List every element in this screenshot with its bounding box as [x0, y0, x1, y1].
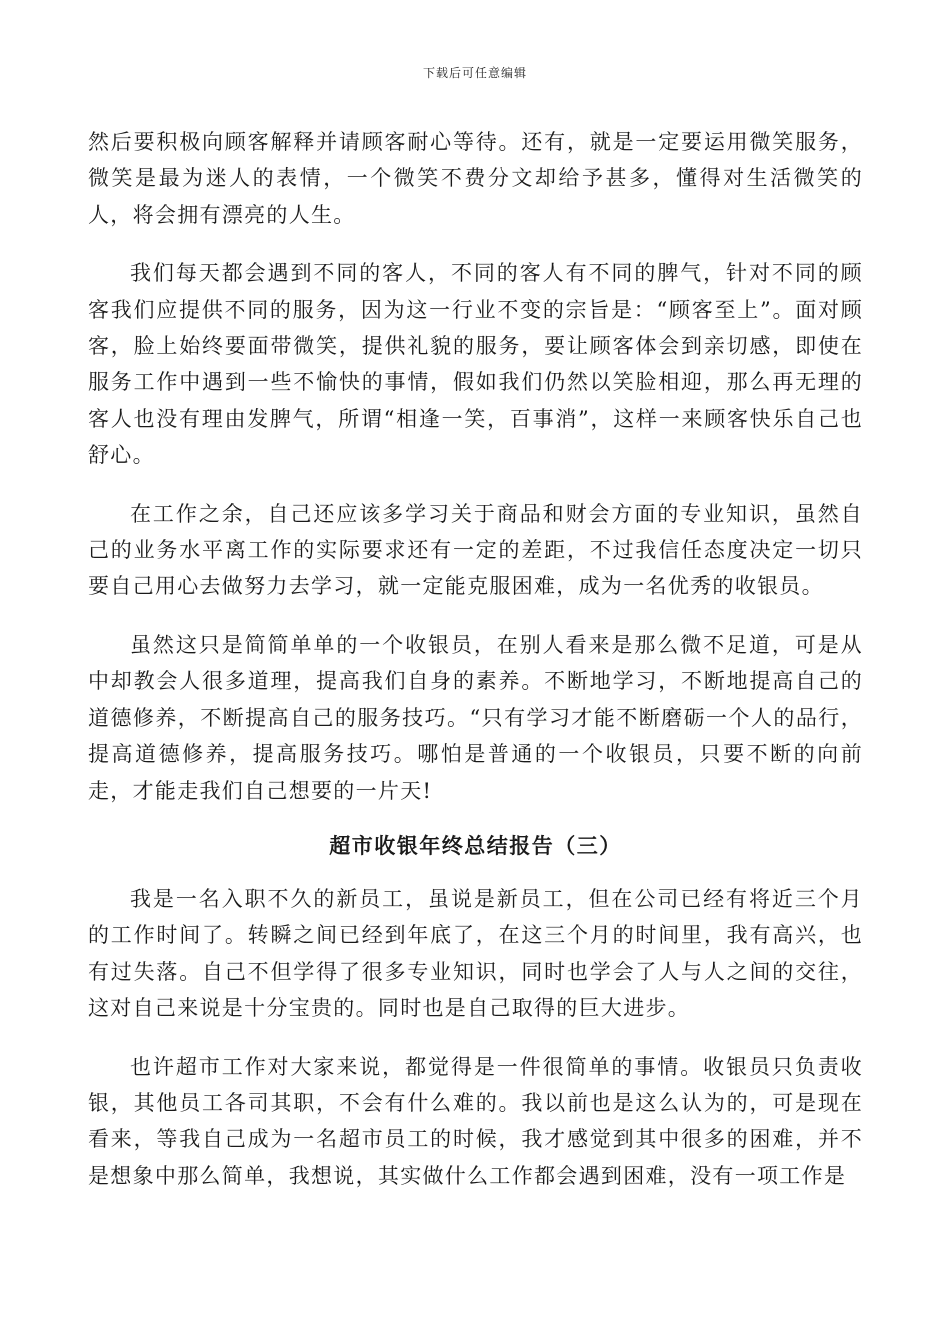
paragraph: 也许超市工作对大家来说，都觉得是一件很简单的事情。收银员只负责收银，其他员工各司其职，不会有什么难的。我以前也是这么认为的，可是现在看来，等我自己成为一名超市员工的时候，我才感觉到其中很多的困难，并不是想象中那么简单，我想说，其实做什么工作都会遇到困难，没有一项工作是 — [88, 1054, 863, 1188]
paragraph: 我们每天都会遇到不同的客人，不同的客人有不同的脾气，针对不同的顾客我们应提供不同的服务，因为这一行业不变的宗旨是：“顾客至上”。面对顾客，脸上始终要面带微笑，提供礼貌的服务，要让顾客体会到亲切感，即使在服务工作中遇到一些不愉快的事情，假如我们仍然以笑脸相迎，那么再无理的客人也没有理由发脾气，所谓“相逢一笑，百事消”，这样一来顾客快乐自己也舒心。 — [88, 261, 863, 468]
document-body — [88, 124, 863, 1216]
section-title: 超市收银年终总结报告（三） — [329, 832, 622, 858]
paragraph: 虽然这只是简简单单的一个收银员，在别人看来是那么微不足道，可是从中却教会人很多道理，提高我们自身的素养。不断地学习，不断地提高自己的道德修养，不断提高自己的服务技巧。“只有学习才能不断磨砺一个人的品行，提高道德修养，提高服务技巧。哪怕是普通的一个收银员，只要不断的向前走，才能走我们自己想要的一片天! — [88, 632, 863, 803]
page-header-note: 下载后可任意编辑 — [422, 66, 527, 80]
paragraph-continuation: 然后要积极向顾客解释并请顾客耐心等待。还有，就是一定要运用微笑服务，微笑是最为迷人的表情，一个微笑不费分文却给予甚多，懂得对生活微笑的人，将会拥有漂亮的人生。 — [88, 130, 863, 227]
paragraph: 在工作之余，自己还应该多学习关于商品和财会方面的专业知识，虽然自己的业务水平离工作的实际要求还有一定的差距，不过我信任态度决定一切只要自己用心去做努力去学习，就一定能克服困难，成为一名优秀的收银员。 — [88, 501, 863, 599]
paragraph: 我是一名入职不久的新员工，虽说是新员工，但在公司已经有将近三个月的工作时间了。转瞬之间已经到年底了，在这三个月的时间里，我有高兴，也有过失落。自己不但学得了很多专业知识，同时也学会了人与人之间的交往，这对自己来说是十分宝贵的。同时也是自己取得的巨大进步。 — [88, 886, 863, 1021]
